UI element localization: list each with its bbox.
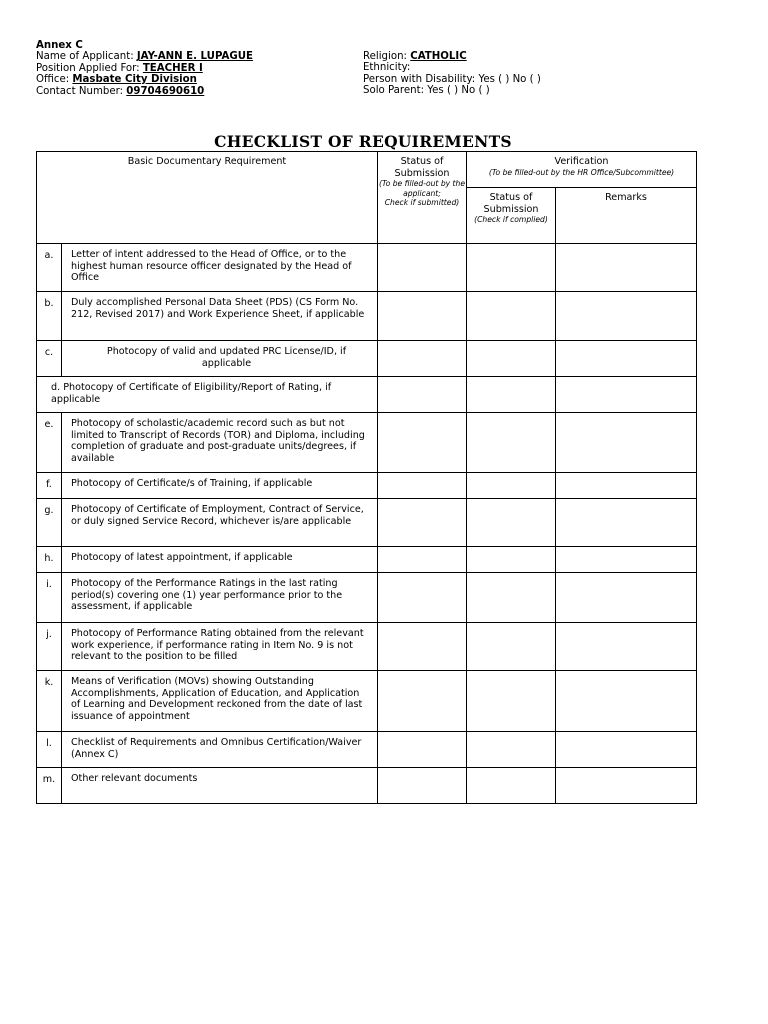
col-header-remarks: Remarks (556, 188, 697, 244)
item-letter: f. (37, 473, 62, 499)
hr-status-cell[interactable] (467, 341, 556, 377)
remarks-cell[interactable] (556, 377, 697, 413)
item-letter: g. (37, 499, 62, 547)
page-title: CHECKLIST OF REQUIREMENTS (214, 132, 512, 151)
table-row (37, 413, 697, 473)
field-label: Contact Number: (36, 85, 127, 97)
item-letter: m. (37, 768, 62, 804)
item-letter: d. (51, 382, 61, 393)
office (36, 74, 253, 85)
col-header-status-note: (To be filled-out by the applicant; (378, 179, 466, 198)
hr-status-cell[interactable] (467, 413, 556, 473)
contact-number (36, 86, 253, 97)
table-row (37, 768, 697, 804)
remarks-cell[interactable] (556, 732, 697, 768)
applicant-status-cell[interactable] (378, 244, 467, 292)
item-text: Photocopy of Performance Rating obtained from the relevant work experience, if performance rating in Item No. 9 is not relevant to the position to be filled (62, 623, 378, 671)
item-letter: j. (37, 623, 62, 671)
remarks-cell[interactable] (556, 547, 697, 573)
position-applied (36, 63, 253, 74)
item-letter: b. (37, 292, 62, 341)
field-value: Masbate City Division (72, 74, 197, 86)
item-text: Photocopy of Certificate of Employment, Contract of Service, or duly signed Service Record, whichever is/are applicable (62, 499, 378, 547)
item-letter: c. (37, 341, 62, 377)
table-row (37, 377, 697, 413)
item-text: Letter of intent addressed to the Head of Office, or to the highest human resource officer designated by the Head of Office (62, 244, 378, 292)
field-value: CATHOLIC (410, 51, 467, 62)
field-label: Solo Parent: Yes ( ) No ( ) (363, 85, 490, 97)
item-text: Photocopy of latest appointment, if applicable (62, 547, 378, 573)
remarks-cell[interactable] (556, 341, 697, 377)
col-header-ver-status-note: (Check if complied) (474, 215, 548, 225)
remarks-cell[interactable] (556, 671, 697, 732)
applicant-status-cell[interactable] (378, 341, 467, 377)
col-header-ver-status (467, 188, 556, 244)
hr-status-cell[interactable] (467, 244, 556, 292)
item-text: Photocopy of valid and updated PRC License/ID, if applicable (62, 341, 378, 377)
col-header-status-note: Check if submitted) (384, 198, 460, 208)
col-header-ver-status-label: Status of Submission (483, 192, 539, 215)
item-letter: l. (37, 732, 62, 768)
remarks-cell[interactable] (556, 499, 697, 547)
applicant-status-cell[interactable] (378, 473, 467, 499)
hr-status-cell[interactable] (467, 292, 556, 341)
applicant-status-cell[interactable] (378, 671, 467, 732)
remarks-cell[interactable] (556, 292, 697, 341)
item-text: Means of Verification (MOVs) showing Outstanding Accomplishments, Application of Education, and Application of Learning and Development reckoned from the date of last issuance of appointment (62, 671, 378, 732)
item-text: Checklist of Requirements and Omnibus Certification/Waiver (Annex C) (62, 732, 378, 768)
remarks-cell[interactable] (556, 413, 697, 473)
item-letter: h. (37, 547, 62, 573)
applicant-name (36, 51, 253, 62)
hr-status-cell[interactable] (467, 499, 556, 547)
table-header-row (37, 152, 697, 188)
remarks-cell[interactable] (556, 623, 697, 671)
item-letter: i. (37, 573, 62, 623)
applicant-status-cell[interactable] (378, 547, 467, 573)
table-row (37, 244, 697, 292)
hr-status-cell[interactable] (467, 377, 556, 413)
field-label: Office: (36, 74, 73, 86)
remarks-cell[interactable] (556, 768, 697, 804)
item-text-body: Photocopy of Certificate of Eligibility/Report of Rating, if applicable (51, 382, 332, 405)
pwd-status (363, 74, 541, 85)
applicant-status-cell[interactable] (378, 292, 467, 341)
hr-status-cell[interactable] (467, 623, 556, 671)
remarks-cell[interactable] (556, 573, 697, 623)
applicant-status-cell[interactable] (378, 573, 467, 623)
hr-status-cell[interactable] (467, 768, 556, 804)
hr-status-cell[interactable] (467, 671, 556, 732)
requirements-table (36, 151, 697, 804)
field-label: Ethnicity: (363, 62, 411, 74)
applicant-status-cell[interactable] (378, 623, 467, 671)
remarks-cell[interactable] (556, 473, 697, 499)
hr-status-cell[interactable] (467, 473, 556, 499)
table-row (37, 341, 697, 377)
col-header-status-label: Status of Submission (394, 156, 450, 179)
item-text: Other relevant documents (62, 768, 378, 804)
field-label: Religion: (363, 51, 411, 62)
applicant-status-cell[interactable] (378, 499, 467, 547)
solo-parent-status (363, 85, 541, 96)
table-row (37, 499, 697, 547)
remarks-cell[interactable] (556, 244, 697, 292)
table-row (37, 732, 697, 768)
field-value: 09704690610 (126, 85, 205, 97)
item-text (37, 377, 378, 413)
table-row (37, 671, 697, 732)
hr-status-cell[interactable] (467, 573, 556, 623)
col-header-verification-label: Verification (554, 156, 609, 167)
item-text: Photocopy of the Performance Ratings in the last rating period(s) covering one (1) year performance prior to the assessment, if applicable (62, 573, 378, 623)
field-label: Person with Disability: Yes ( ) No ( ) (363, 73, 541, 85)
item-letter: a. (37, 244, 62, 292)
applicant-status-cell[interactable] (378, 413, 467, 473)
table-row (37, 573, 697, 623)
col-header-verification-note: (To be filled-out by the HR Office/Subcommittee) (488, 167, 675, 177)
field-value: JAY-ANN E. LUPAGUE (136, 51, 253, 63)
applicant-status-cell[interactable] (378, 377, 467, 413)
hr-status-cell[interactable] (467, 732, 556, 768)
applicant-info (36, 40, 253, 97)
col-header-verification (467, 152, 697, 188)
field-value: TEACHER I (142, 62, 203, 74)
col-header-requirement: Basic Documentary Requirement (37, 152, 378, 244)
item-text: Photocopy of Certificate/s of Training, if applicable (62, 473, 378, 499)
item-text: Photocopy of scholastic/academic record such as but not limited to Transcript of Records (TOR) and Diploma, including completion of graduate and post-graduate units/degrees, if available (62, 413, 378, 473)
hr-status-cell[interactable] (467, 547, 556, 573)
table-row (37, 473, 697, 499)
ethnicity (363, 62, 541, 73)
annex-label: Annex C (36, 40, 83, 51)
field-label: Position Applied For: (36, 62, 143, 74)
applicant-demographics (363, 51, 541, 97)
table-row (37, 547, 697, 573)
col-header-status (378, 152, 467, 244)
table-row (37, 292, 697, 341)
religion (363, 51, 541, 62)
item-text: Duly accomplished Personal Data Sheet (PDS) (CS Form No. 212, Revised 2017) and Work Experience Sheet, if applicable (62, 292, 378, 341)
table-row (37, 623, 697, 671)
applicant-status-cell[interactable] (378, 768, 467, 804)
field-label: Name of Applicant: (36, 51, 137, 63)
item-letter: e. (37, 413, 62, 473)
applicant-status-cell[interactable] (378, 732, 467, 768)
item-letter: k. (37, 671, 62, 732)
